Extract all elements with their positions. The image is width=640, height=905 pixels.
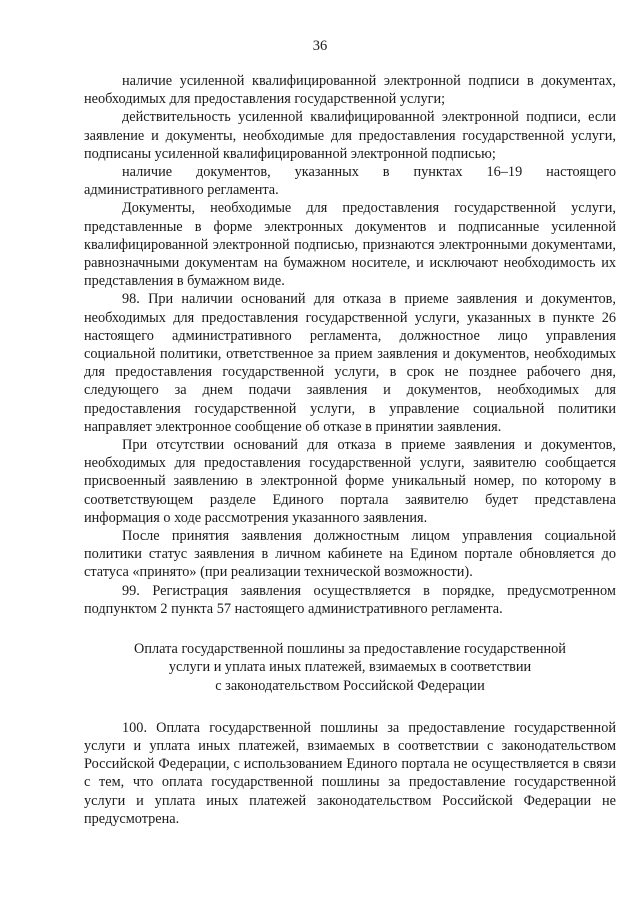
paragraph: При отсутствии оснований для отказа в приеме заявления и документов, необходимых для предоставления государственной услуги, заявителю сообщается присвоенный заявлению в электронной форме уникальный номер, по которому в соответствующем разделе Единого портала заявителю будет представлена информация о ходе рассмотрения указанного заявления. [84,437,616,526]
paragraph: После принятия заявления должностным лицом управления социальной политики статус заявления в личном кабинете на Едином портале обновляется до статуса «принято» (при реализации технической возможности). [84,528,616,581]
section-heading-line: услуги и уплата иных платежей, взимаемых в соответствии [168,659,532,676]
section-heading [84,640,616,695]
paragraph: наличие документов, указанных в пунктах 16–19 настоящего административного регламента. [84,164,616,199]
section-heading-line: с законодательством Российской Федерации [215,677,485,694]
paragraph-99: 99. Регистрация заявления осуществляется в порядке, предусмотренном подпунктом 2 пункта 57 настоящего административного регламента. [84,582,616,617]
section-heading-line: Оплата государственной пошлины за предоставление государственной [134,641,566,658]
page-number: 36 [312,38,328,54]
paragraph: Документы, необходимые для предоставления государственной услуги, представленные в форме электронных документов и подписанные усиленной квалифицированной электронной подписью, признаются электронными документами, равнозначными документам на бумажном носителе, и исключают необходимость их представления в бумажном виде. [84,200,616,290]
paragraph: наличие усиленной квалифицированной электронной подписи в документах, необходимых для предоставления государственной услуги; [84,73,616,108]
paragraph-98: 98. При наличии оснований для отказа в приеме заявления и документов, необходимых для предоставления государственной услуги, указанных в пункте 26 настоящего административного регламента, должностное лицо управления социальной политики, ответственное за прием заявления и документов, необходимых для предоставления государственной услуги, в срок не позднее рабочего дня, следующего за днем подачи заявления и документов, необходимых для предоставления государственной услуги, в управление социальной политики направляет электронное сообщение об отказе в принятии заявления. [84,291,616,435]
paragraph: действительность усиленной квалифицированной электронной подписи, если заявление и документы, необходимые для предоставления государственной услуги, подписаны усиленной квалифицированной электронной подписью; [84,109,616,162]
paragraph-100: 100. Оплата государственной пошлины за предоставление государственной услуги и уплата иных платежей, взимаемых в соответствии с законодательством Российской Федерации, с использованием Единого портала не осуществляется в связи с тем, что оплата государственной пошлины за предоставление государственной услуги и уплата иных платежей законодательством Российской Федерации не предусмотрена. [84,719,616,827]
document-body [84,72,616,828]
